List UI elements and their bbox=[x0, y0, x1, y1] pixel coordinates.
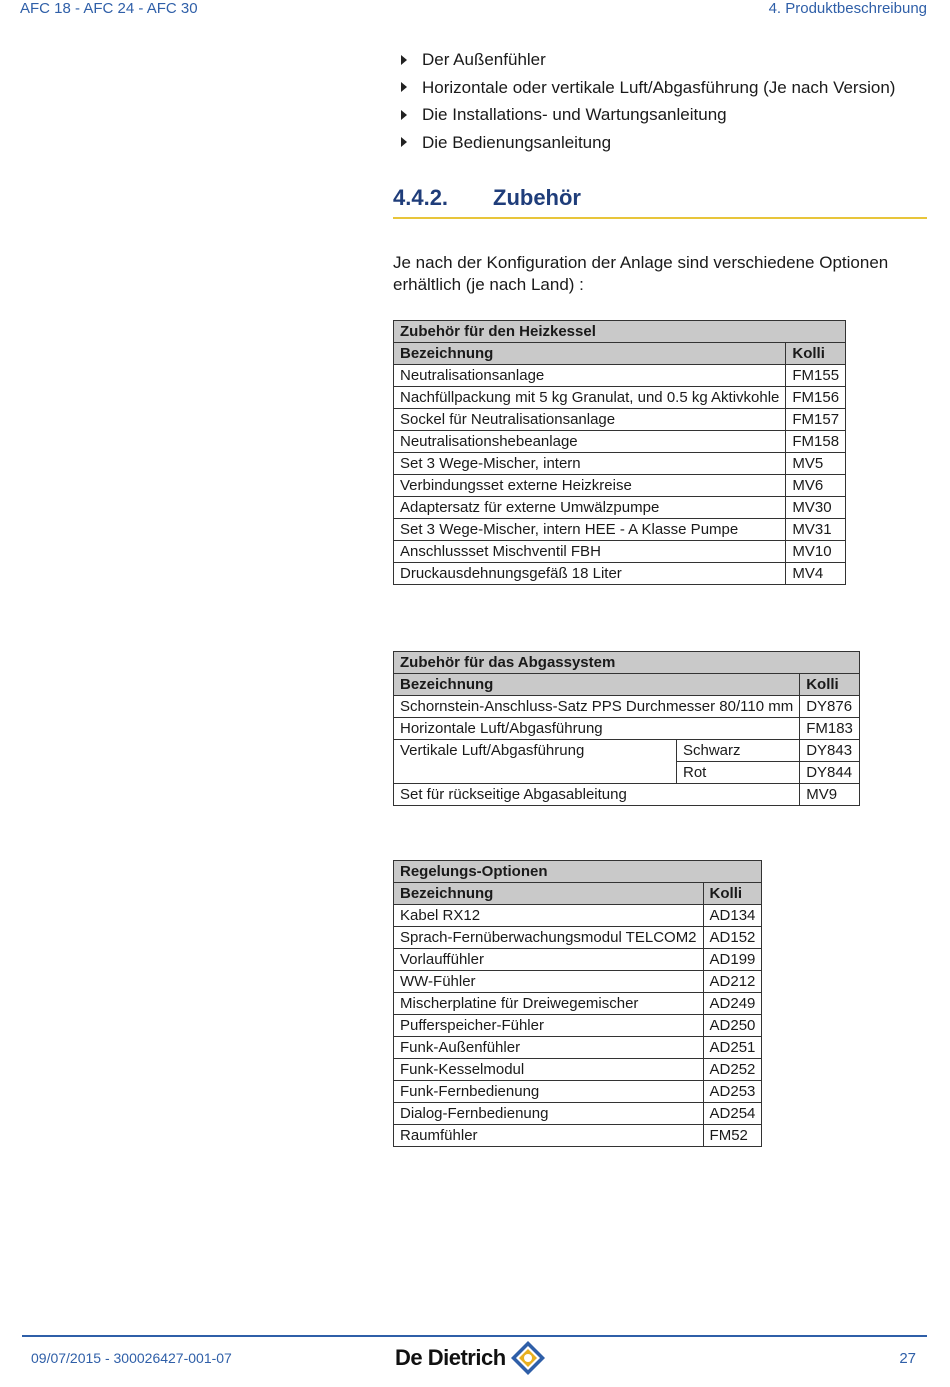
table-row: Verbindungsset externe Heizkreise MV6 bbox=[394, 475, 846, 497]
list-item: Der Außenfühler bbox=[398, 46, 895, 74]
flue-system-accessories-table bbox=[393, 651, 860, 806]
table-row: Schornstein-Anschluss-Satz PPS Durchmesser 80/110 mm DY876 bbox=[394, 696, 860, 718]
column-header-designation: Bezeichnung bbox=[394, 883, 704, 905]
footer-date-reference: 09/07/2015 - 300026427-001-07 bbox=[31, 1350, 232, 1366]
header-chapter-title: 4. Produktbeschreibung bbox=[768, 0, 927, 17]
table-row: Vertikale Luft/Abgasführung Schwarz DY843 bbox=[394, 740, 860, 762]
list-item: Die Bedienungsanleitung bbox=[398, 129, 895, 157]
table-row: Sockel für Neutralisationsanlage FM157 bbox=[394, 409, 846, 431]
triangle-bullet-icon bbox=[401, 82, 407, 92]
triangle-bullet-icon bbox=[401, 55, 407, 65]
table-row: Nachfüllpackung mit 5 kg Granulat, und 0.5 kg Aktivkohle FM156 bbox=[394, 387, 846, 409]
table-row: Rot DY844 bbox=[394, 762, 860, 784]
table-row: Druckausdehnungsgefäß 18 Liter MV4 bbox=[394, 563, 846, 585]
table-row: Horizontale Luft/Abgasführung FM183 bbox=[394, 718, 860, 740]
list-item: Horizontale oder vertikale Luft/Abgasführung (Je nach Version) bbox=[398, 74, 895, 102]
table-row: Set 3 Wege-Mischer, intern MV5 bbox=[394, 453, 846, 475]
column-header-package: Kolli bbox=[786, 343, 846, 365]
intro-paragraph: Je nach der Konfiguration der Anlage sind verschiedene Optionen erhältlich (je nach Land) : bbox=[393, 253, 889, 294]
section-number: 4.4.2. bbox=[393, 185, 449, 210]
list-item: Die Installations- und Wartungsanleitung bbox=[398, 101, 895, 129]
table-row: Funk-Fernbedienung AD253 bbox=[394, 1081, 762, 1103]
table-row: WW-Fühler AD212 bbox=[394, 971, 762, 993]
control-options-table bbox=[393, 860, 762, 1147]
brand-logo-text: De Dietrich bbox=[395, 1345, 506, 1370]
table-row: Raumfühler FM52 bbox=[394, 1125, 762, 1147]
table-row: Funk-Außenfühler AD251 bbox=[394, 1037, 762, 1059]
delivery-items-list bbox=[398, 46, 895, 156]
table-row: Vorlauffühler AD199 bbox=[394, 949, 762, 971]
table-row: Neutralisationshebeanlage FM158 bbox=[394, 431, 846, 453]
table-caption: Zubehör für das Abgassystem bbox=[394, 652, 860, 674]
table-row: Pufferspeicher-Fühler AD250 bbox=[394, 1015, 762, 1037]
table-row: Kabel RX12 AD134 bbox=[394, 905, 762, 927]
page-number: 27 bbox=[899, 1350, 916, 1367]
section-title: Zubehör bbox=[493, 185, 581, 210]
triangle-bullet-icon bbox=[401, 137, 407, 147]
table-row: Neutralisationsanlage FM155 bbox=[394, 365, 846, 387]
table-row: Sprach-Fernüberwachungsmodul TELCOM2 AD152 bbox=[394, 927, 762, 949]
table-row: Mischerplatine für Dreiwegemischer AD249 bbox=[394, 993, 762, 1015]
column-header-package: Kolli bbox=[800, 674, 860, 696]
brand-diamond-icon bbox=[510, 1340, 546, 1376]
brand-logo bbox=[395, 1340, 546, 1376]
table-row: Set für rückseitige Abgasableitung MV9 bbox=[394, 784, 860, 806]
header-document-title: AFC 18 - AFC 24 - AFC 30 bbox=[20, 0, 198, 17]
footer-divider bbox=[22, 1335, 927, 1337]
table-caption: Zubehör für den Heizkessel bbox=[394, 321, 846, 343]
column-header-designation: Bezeichnung bbox=[394, 343, 786, 365]
column-header-package: Kolli bbox=[703, 883, 762, 905]
table-row: Dialog-Fernbedienung AD254 bbox=[394, 1103, 762, 1125]
table-caption: Regelungs-Optionen bbox=[394, 861, 762, 883]
column-header-designation: Bezeichnung bbox=[394, 674, 800, 696]
triangle-bullet-icon bbox=[401, 110, 407, 120]
section-heading bbox=[393, 183, 927, 219]
table-row: Funk-Kesselmodul AD252 bbox=[394, 1059, 762, 1081]
table-row: Adaptersatz für externe Umwälzpumpe MV30 bbox=[394, 497, 846, 519]
table-row: Anschlussset Mischventil FBH MV10 bbox=[394, 541, 846, 563]
table-row: Set 3 Wege-Mischer, intern HEE - A Klasse Pumpe MV31 bbox=[394, 519, 846, 541]
boiler-accessories-table bbox=[393, 320, 846, 585]
